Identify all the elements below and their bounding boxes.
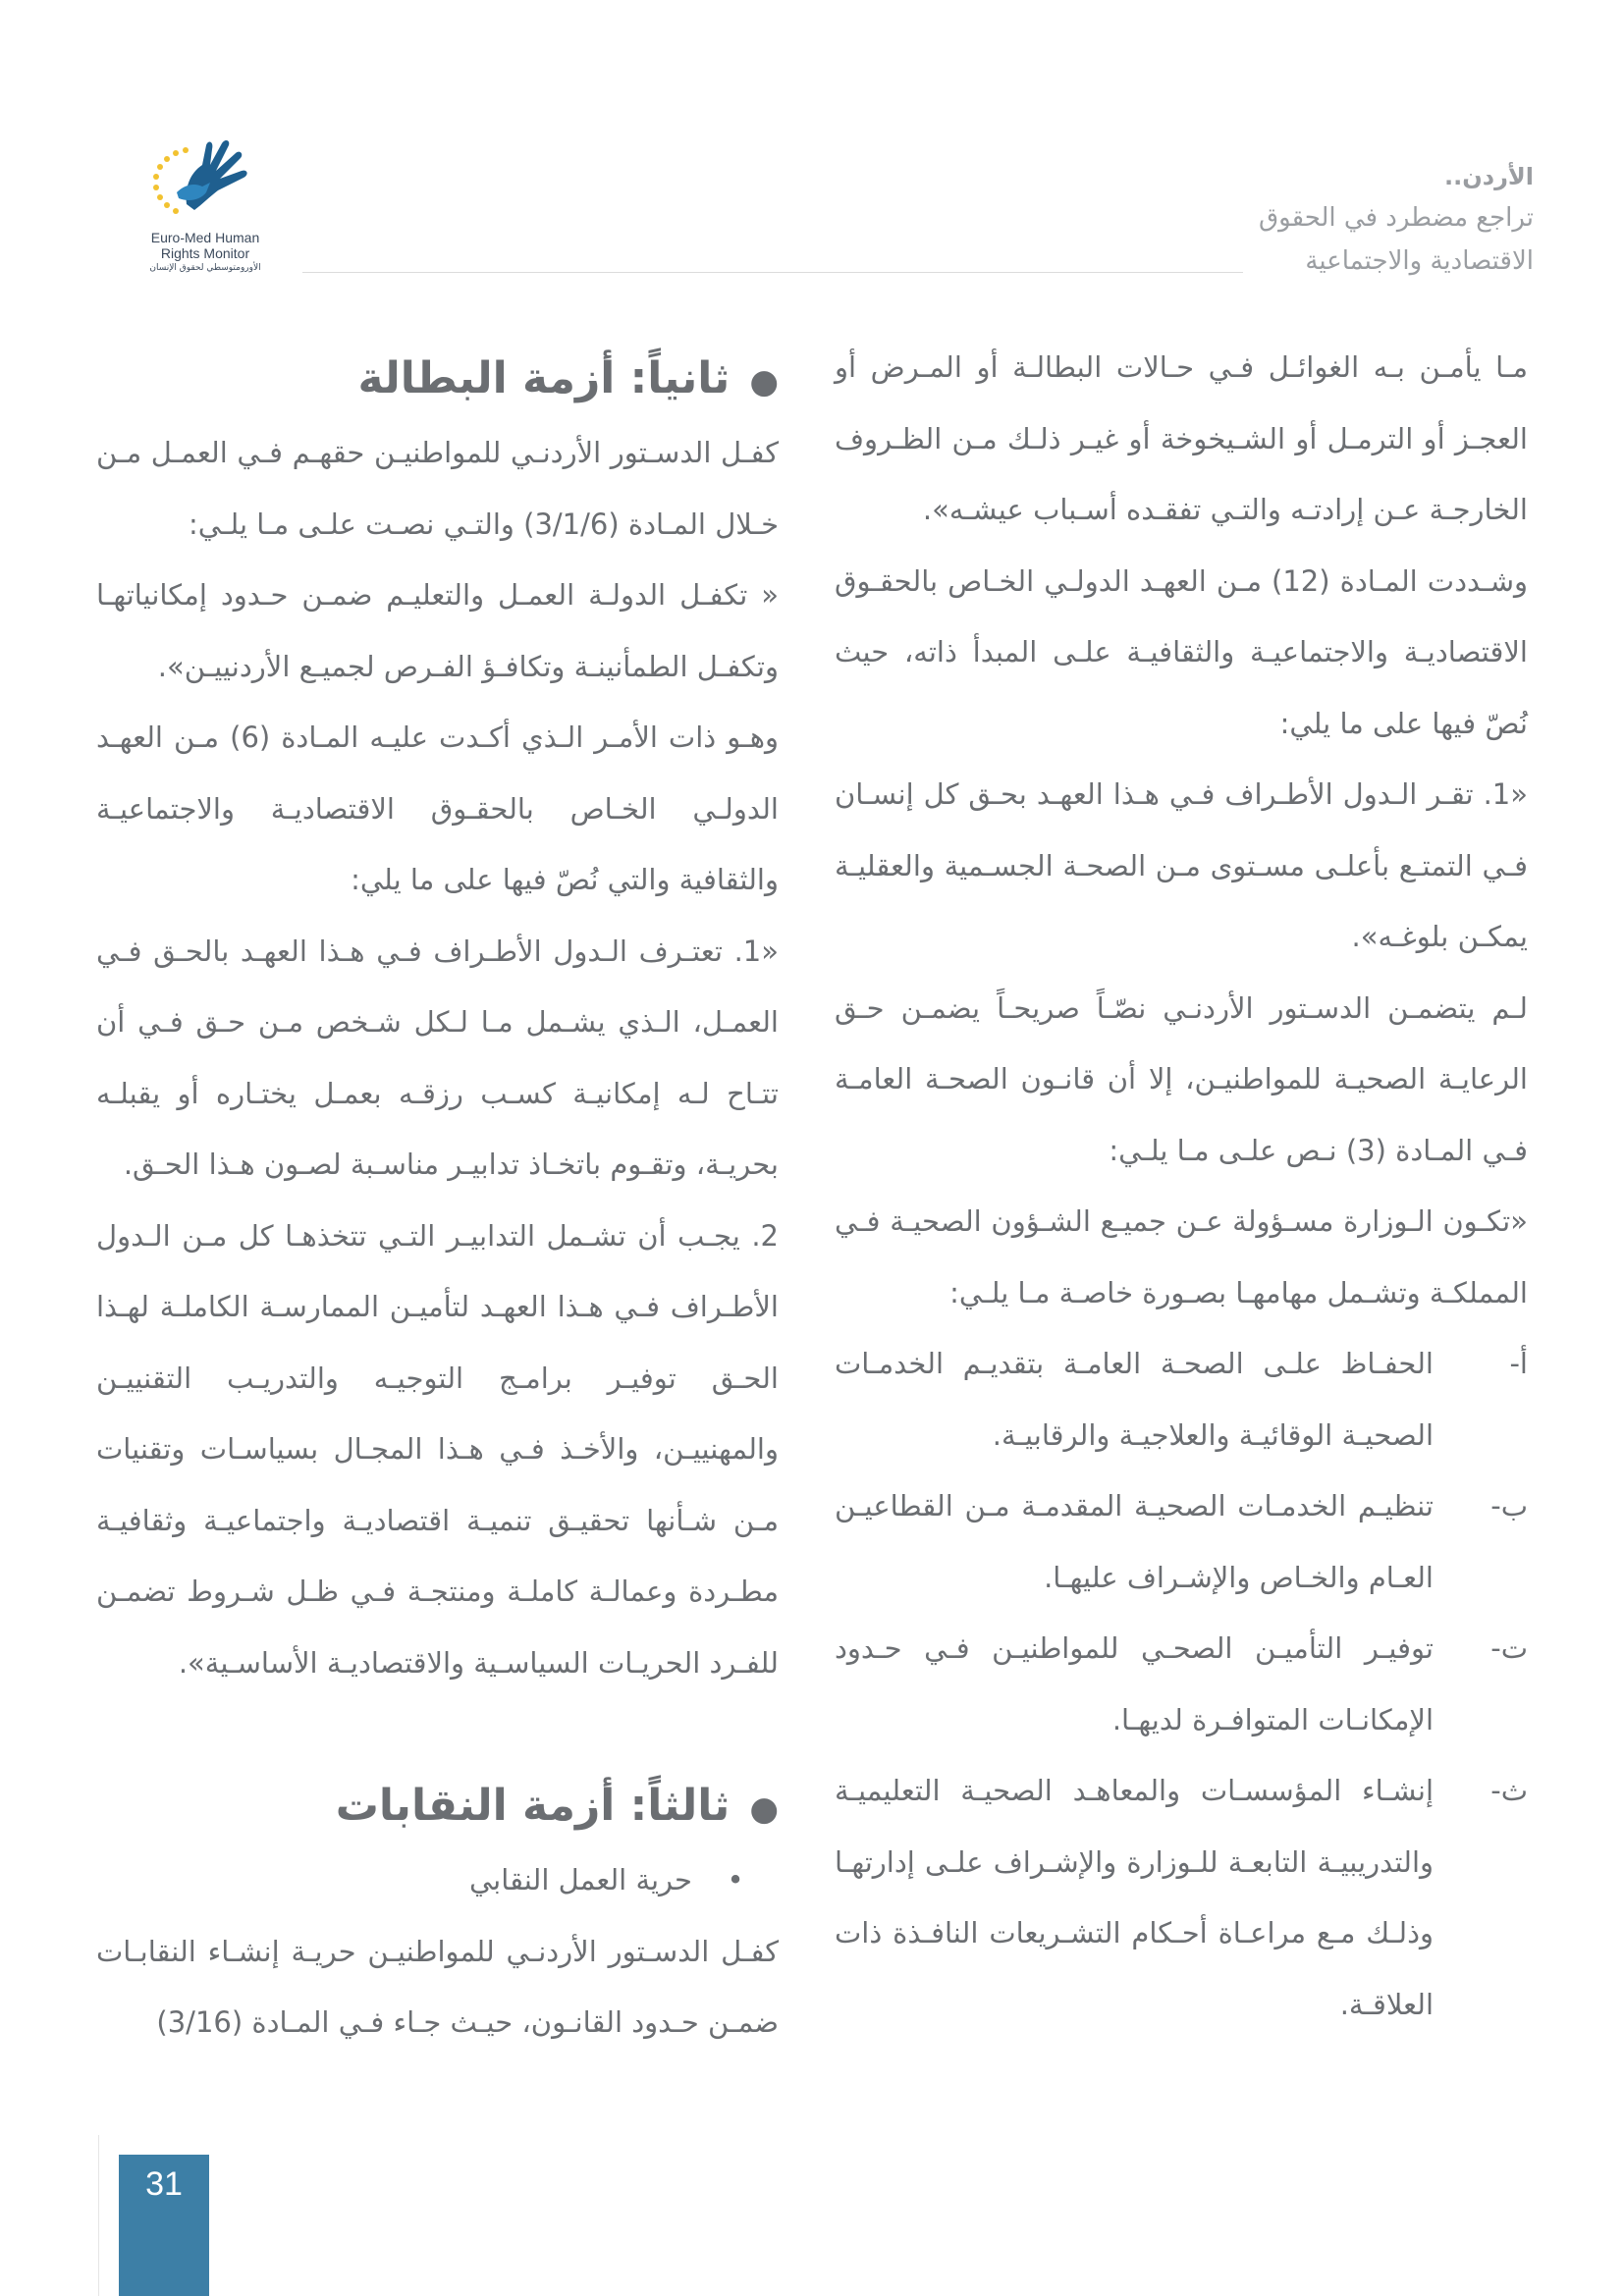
section-heading-unions: ●ثالثاً: أزمة النقابات (96, 1771, 779, 1844)
section-heading-unemployment: ●ثانياً: أزمة البطالة (96, 344, 779, 417)
header-country: الأردن.. (1444, 163, 1534, 190)
list-marker: أ- (1509, 1347, 1528, 1380)
header-subtitle-line2: الاقتصادية والاجتماعية (1305, 246, 1534, 276)
paragraph: وشـددت المـادة (12) مـن العهـد الدولـي الخـاص بالحقـوق الاقتصاديـة والاجتماعيـة والثقافيـة علـى المبدأ ذاته، حيث نُصّ فيها على ما يلي: (835, 563, 1529, 740)
footer-divider (98, 2135, 99, 2296)
quote-paragraph: «تكـون الـوزارة مسـؤولة عـن جميـع الشـؤون الصحيـة فـي المملكـة وتشـمل مهامهـا بصـورة خاصـة مـا يلـي: (835, 1204, 1528, 1309)
document-header (1180, 157, 1534, 283)
small-bullet-icon: • (727, 1863, 744, 1896)
paragraph: وهـو ذات الأمـر الـذي أكـدت عليـه المـادة (6) مـن العهـد الدولـي الخـاص بالحقـوق الاقتصاديـة والاجتماعيـة والثقافية والتي نُصّ فيها على ما يلي: (96, 721, 779, 896)
list-marker: ت- (1490, 1631, 1528, 1665)
hand-dove-logo-icon (147, 135, 263, 228)
list-item-text: تنظيـم الخدمـات الصحيـة المقدمـة مـن القطاعيـن العـام والخـاص والإشـراف عليهـا. (835, 1489, 1434, 1594)
organization-logo (139, 135, 271, 281)
paragraph: مـا يأمـن بـه الغوائـل فـي حـالات البطالـة أو المـرض أو العجـز أو الترمـل أو الشـيخوخة أو غيـر ذلـك مـن الظـروف الخارجـة عـن إرادتـه والتـي تفقـده أسـباب عيشـه». (835, 350, 1528, 526)
list-marker: ث- (1490, 1774, 1528, 1807)
list-item-text: إنشـاء المؤسسـات والمعاهـد الصحيـة التعليميـة والتدريبيـة التابعـة للـوزارة والإشـراف علـى إدارتهـا وذلـك مـع مراعـاة أحـكام التشـريعات النافـذة ذات العلاقـة. (835, 1774, 1434, 2021)
list-item (835, 1755, 1528, 2040)
list-item-text: الحفـاظ علـى الصحـة العامـة بتقديـم الخدمـات الصحيـة الوقائيـة والعلاجيـة والرقابيـة. (835, 1347, 1434, 1452)
list-item-text: توفيـر التأميـن الصحـي للمواطنيـن فـي حـدود الإمكانـات المتوافـرة لديهـا. (835, 1631, 1434, 1736)
quote-paragraph: «1. تقـر الـدول الأطـراف فـي هـذا العهـد بحـق كل إنسـان فـي التمتـع بأعلـى مسـتوى مـن الصحـة الجسـمية والعقليـة يمكـن بلوغـه». (835, 777, 1528, 953)
quote-paragraph: 2. يجـب أن تشـمل التدابيـر التـي تتخذهـا كل مـن الـدول الأطـراف فـي هـذا العهـد لتأميـن الممارسـة الكاملـة لهـذا الحـق توفيـر برامـج التوجيـه والتدريـب التقنييـن والمهنييـن، والأخـذ فـي هـذا المجـال بسياسـات وتقنيات مـن شـأنها تحقيـق تنميـة اقتصاديـة واجتماعيـة وثقافيـة مطـردة وعمالـة كاملـة ومنتجـة فـي ظـل شـروط تضمـن للفـرد الحريـات السياسـية والاقتصاديـة الأساسـية». (96, 1218, 779, 1680)
list-item (835, 1613, 1528, 1755)
page-number: 31 (119, 2155, 209, 2296)
logo-arabic-name: الأورومتوسطي لحقوق الإنسان (149, 263, 261, 273)
list-marker: ب- (1490, 1489, 1528, 1522)
left-column (96, 344, 779, 2058)
paragraph: كفـل الدسـتور الأردنـي للمواطنيـن حريـة إنشـاء النقابـات ضمـن حـدود القانـون، حيـث جـاء فـي المـادة (3/16) (96, 1934, 779, 2039)
bullet-icon: ● (749, 362, 779, 401)
spacer (96, 1698, 779, 1771)
list-item (835, 1328, 1528, 1470)
quote-paragraph: « تكفـل الدولـة العمـل والتعليـم ضمـن حـدود إمكانياتهـا وتكفـل الطمأنينـة وتكافـؤ الفـرص لجميـع الأردنييـن». (96, 578, 779, 683)
paragraph: لـم يتضمـن الدسـتور الأردنـي نصّـاً صريحـاً يضمـن حـق الرعايـة الصحيـة للمواطنيـن، إلا أن قانـون الصحـة العامـة فـي المـادة (3) نـص علـى مـا يلـي: (835, 990, 1528, 1167)
quote-paragraph: «1. تعتـرف الـدول الأطـراف فـي هـذا العهـد بالحـق فـي العمـل، الـذي يشـمل مـا لـكل شـخص مـن حـق فـي أن تتـاح لـه إمكانيـة كسـب رزقـه بعمـل يختـاره أو يقبلـه بحريـة، وتقـوم باتخـاذ تدابيـر مناسـبة لصـون هـذا الحـق. (96, 934, 779, 1181)
bullet-icon: ● (749, 1789, 779, 1829)
sub-bullet-item: •حرية العمل النقابي (96, 1844, 779, 1916)
paragraph: كفـل الدسـتور الأردنـي للمواطنيـن حقهـم فـي العمـل مـن خـلال المـادة (3/1/6) والتـي نصـت علـى مـا يلـي: (96, 436, 779, 541)
right-column (835, 332, 1528, 2040)
logo-english-name: Euro-Med Human Rights Monitor (150, 230, 260, 261)
list-item (835, 1470, 1528, 1613)
header-subtitle-line1: تراجع مضطرد في الحقوق (1258, 203, 1534, 233)
header-divider (302, 272, 1243, 273)
